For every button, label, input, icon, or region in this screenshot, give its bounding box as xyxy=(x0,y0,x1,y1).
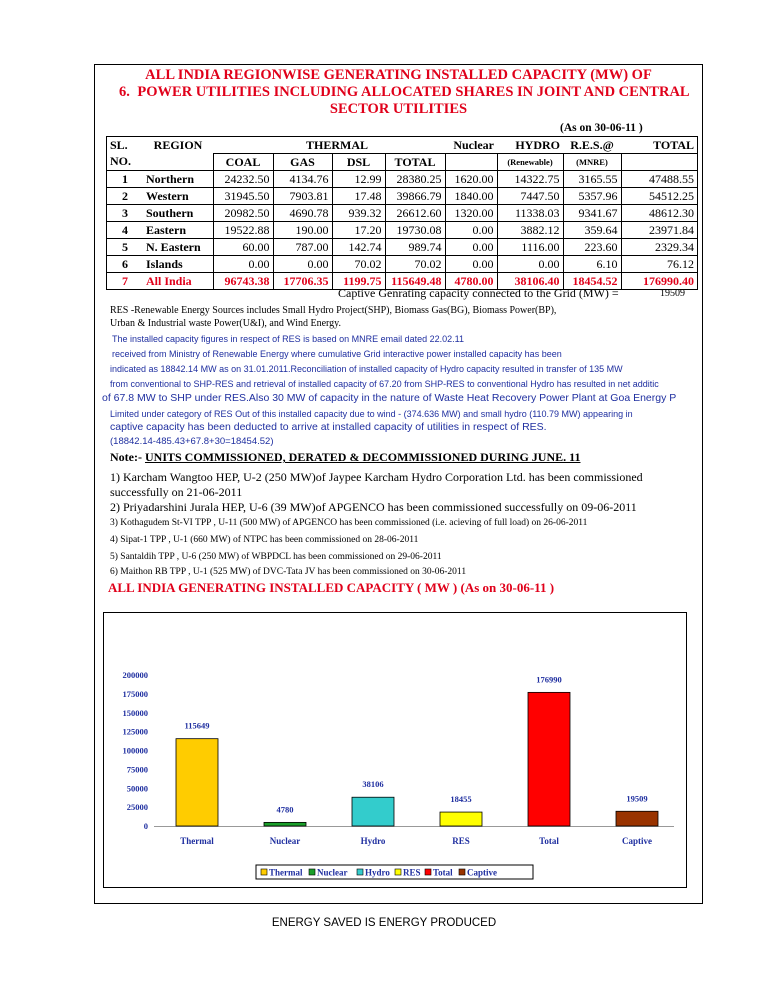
row-dsl: 17.48 xyxy=(332,188,385,205)
header-total: TOTAL xyxy=(621,137,698,154)
table-row xyxy=(107,171,698,188)
commissioned-5: 5) Santaldih TPP , U-6 (250 MW) of WBPDCL has been commissioned on 29-06-2011 xyxy=(110,552,442,562)
bar-captive xyxy=(616,811,658,826)
row-sl: 5 xyxy=(107,239,144,256)
row-region: Northern xyxy=(143,171,213,188)
row-coal: 31945.50 xyxy=(213,188,273,205)
commissioned-4: 4) Sipat-1 TPP , U-1 (660 MW) of NTPC has been commissioned on 28-06-2011 xyxy=(110,535,419,545)
bar-thermal xyxy=(176,739,218,826)
row-ttotal: 39866.79 xyxy=(385,188,445,205)
row-sl: 3 xyxy=(107,205,144,222)
row-gas: 787.00 xyxy=(273,239,332,256)
row-sl: 4 xyxy=(107,222,144,239)
legend-swatch xyxy=(459,869,465,875)
header-thermal-total: TOTAL xyxy=(385,154,445,171)
header-dsl: DSL xyxy=(332,154,385,171)
x-tick-label: Total xyxy=(539,836,559,846)
legend-swatch xyxy=(357,869,363,875)
x-tick-label: RES xyxy=(452,836,470,846)
y-tick-label: 0 xyxy=(143,821,148,831)
table-row xyxy=(107,222,698,239)
row-total: 23971.84 xyxy=(621,222,698,239)
row-coal: 19522.88 xyxy=(213,222,273,239)
row-nuclear: 0.00 xyxy=(445,222,497,239)
row-total: 48612.30 xyxy=(621,205,698,222)
page-title xyxy=(94,67,703,118)
row-res: 6.10 xyxy=(563,256,621,273)
header-region: REGION xyxy=(143,137,213,154)
data-label: 38106 xyxy=(362,779,384,790)
chart-heading: ALL INDIA GENERATING INSTALLED CAPACITY ( MW ) (As on 30-06-11 ) xyxy=(108,580,555,595)
commissioned-2: 2) Priyadarshini Jurala HEP, U-6 (39 MW)of APGENCO has been commissioned successfully on 09-06-2011 xyxy=(110,500,637,514)
row-res: 9341.67 xyxy=(563,205,621,222)
row-region: N. Eastern xyxy=(143,239,213,256)
footer-slogan: ENERGY SAVED IS ENERGY PRODUCED xyxy=(271,917,497,929)
title-line-3: SECTOR UTILITIES xyxy=(329,101,468,117)
data-label: 176990 xyxy=(536,674,562,685)
y-tick-label: 100000 xyxy=(122,745,148,756)
row-ttotal: 19730.08 xyxy=(385,222,445,239)
row-region: All India xyxy=(143,273,213,290)
blue-note-1: The installed capacity figures in respect of RES is based on MNRE email dated 22.02.11 xyxy=(112,334,465,344)
row-total: 2329.34 xyxy=(621,239,698,256)
row-nuclear: 4780.00 xyxy=(445,273,497,290)
units-note xyxy=(110,450,580,465)
row-region: Eastern xyxy=(143,222,213,239)
row-gas: 190.00 xyxy=(273,222,332,239)
captive-label: Captive Genrating capacity connected to the Grid (MW) = xyxy=(338,286,619,300)
row-gas: 17706.35 xyxy=(273,273,332,290)
y-tick-label: 75000 xyxy=(126,764,148,775)
blue-note-6: Limited under category of RES Out of this installed capacity due to wind - (374.636 MW) and small hydro (110.79 MW) appearing in xyxy=(110,409,633,419)
legend-swatch xyxy=(395,869,401,875)
row-ttotal: 989.74 xyxy=(385,239,445,256)
header-hydro: HYDRO xyxy=(497,137,563,154)
row-res: 359.64 xyxy=(563,222,621,239)
table-row xyxy=(107,188,698,205)
row-region: Islands xyxy=(143,256,213,273)
bar-nuclear xyxy=(264,822,306,826)
row-ttotal: 115649.48 xyxy=(385,273,445,290)
row-nuclear: 0.00 xyxy=(445,256,497,273)
table-row xyxy=(107,205,698,222)
blue-note-4: from conventional to SHP-RES and retrieval of installed capacity of 67.20 from SHP-RES to conventional Hydro has resulted in net additic xyxy=(110,379,659,389)
blue-note-7: captive capacity has been deducted to arrive at installed capacity of utilities in respect of RES. xyxy=(110,421,547,433)
y-tick-label: 200000 xyxy=(122,670,148,680)
commissioned-1b: successfully on 21-06-2011 xyxy=(110,485,243,499)
header-thermal: THERMAL xyxy=(273,137,385,154)
row-gas: 4690.78 xyxy=(273,205,332,222)
header-mnre: (MNRE) xyxy=(563,154,621,171)
y-tick-label: 50000 xyxy=(126,783,148,794)
data-label: 115649 xyxy=(184,720,210,731)
legend-swatch xyxy=(425,869,431,875)
capacity-table xyxy=(106,136,698,290)
res-note-line-2: Urban & Industrial waste Power(U&I), and Wind Energy. xyxy=(110,318,342,329)
row-sl: 7 xyxy=(107,273,144,290)
title-line-2: POWER UTILITIES INCLUDING ALLOCATED SHARES IN JOINT AND CENTRAL xyxy=(137,84,690,100)
row-ttotal: 26612.60 xyxy=(385,205,445,222)
row-hydro: 38106.40 xyxy=(497,273,563,290)
title-line-1: ALL INDIA REGIONWISE GENERATING INSTALLED CAPACITY (MW) OF xyxy=(145,67,652,83)
header-sl: SL. xyxy=(107,137,144,154)
commissioned-1a: 1) Karcham Wangtoo HEP, U-2 (250 MW)of Jaypee Karcham Hydro Corporation Ltd. has been commissioned xyxy=(110,470,643,484)
y-tick-label: 25000 xyxy=(126,802,148,813)
title-number: 6. xyxy=(119,84,130,100)
legend-label: Total xyxy=(433,867,453,878)
header-renewable: (Renewable) xyxy=(497,154,563,171)
row-nuclear: 1320.00 xyxy=(445,205,497,222)
row-region: Southern xyxy=(143,205,213,222)
row-nuclear: 1620.00 xyxy=(445,171,497,188)
blue-note-3: indicated as 18842.14 MW as on 31.01.2011.Reconciliation of installed capacity of Hydro capacity resulted in transfer of 135 MW xyxy=(110,364,623,374)
legend-swatch xyxy=(261,869,267,875)
y-tick-label: 175000 xyxy=(122,688,148,699)
commissioned-3: 3) Kothagudem St-VI TPP , U-11 (500 MW) of APGENCO has been commissioned (i.e. acieving of full load) on 26-06-2011 xyxy=(110,518,588,528)
row-coal: 60.00 xyxy=(213,239,273,256)
header-coal: COAL xyxy=(213,154,273,171)
row-dsl: 70.02 xyxy=(332,256,385,273)
row-sl: 1 xyxy=(107,171,144,188)
table-row xyxy=(107,256,698,273)
row-coal: 0.00 xyxy=(213,256,273,273)
legend-label: Thermal xyxy=(269,867,303,878)
row-res: 18454.52 xyxy=(563,273,621,290)
row-res: 5357.96 xyxy=(563,188,621,205)
bar-res xyxy=(440,812,482,826)
units-note-prefix: Note:- xyxy=(110,450,145,464)
x-tick-label: Hydro xyxy=(360,836,386,846)
legend-label: Nuclear xyxy=(317,867,348,878)
header-gas: GAS xyxy=(273,154,332,171)
row-hydro: 1116.00 xyxy=(497,239,563,256)
x-tick-label: Thermal xyxy=(180,836,214,846)
commissioned-6: 6) Maithon RB TPP , U-1 (525 MW) of DVC-Tata JV has been commissioned on 30-06-2011 xyxy=(110,567,467,577)
legend-label: RES xyxy=(403,867,421,878)
row-ttotal: 70.02 xyxy=(385,256,445,273)
row-total: 47488.55 xyxy=(621,171,698,188)
legend-label: Hydro xyxy=(365,867,390,878)
units-note-heading: UNITS COMMISSIONED, DERATED & DECOMMISSIONED DURING JUNE. 11 xyxy=(144,450,581,464)
legend-label: Captive xyxy=(467,867,497,878)
row-res: 223.60 xyxy=(563,239,621,256)
blue-note-5: of 67.8 MW to SHP under RES.Also 30 MW of capacity in the nature of Waste Heat Recovery Power Plant at Goa Energy P xyxy=(102,392,677,404)
row-hydro: 7447.50 xyxy=(497,188,563,205)
data-label: 4780 xyxy=(276,804,294,815)
row-sl: 2 xyxy=(107,188,144,205)
row-dsl: 17.20 xyxy=(332,222,385,239)
row-nuclear: 0.00 xyxy=(445,239,497,256)
header-no: NO. xyxy=(107,154,144,171)
data-label: 18455 xyxy=(450,794,472,805)
blue-note-8: (18842.14-485.43+67.8+30=18454.52) xyxy=(110,436,274,447)
header-res: R.E.S.@ xyxy=(563,137,621,154)
data-label: 19509 xyxy=(626,793,648,804)
y-tick-label: 125000 xyxy=(122,726,148,737)
row-ttotal: 28380.25 xyxy=(385,171,445,188)
header-nuclear: Nuclear xyxy=(445,137,497,154)
x-tick-label: Nuclear xyxy=(269,836,301,846)
row-gas: 7903.81 xyxy=(273,188,332,205)
row-hydro: 14322.75 xyxy=(497,171,563,188)
x-tick-label: Captive xyxy=(622,836,652,846)
capacity-chart xyxy=(103,612,687,888)
row-total: 76.12 xyxy=(621,256,698,273)
row-coal: 96743.38 xyxy=(213,273,273,290)
y-tick-label: 150000 xyxy=(122,707,148,718)
row-dsl: 939.32 xyxy=(332,205,385,222)
row-nuclear: 1840.00 xyxy=(445,188,497,205)
row-coal: 24232.50 xyxy=(213,171,273,188)
as-on-date: (As on 30-06-11 ) xyxy=(560,122,643,134)
row-dsl: 12.99 xyxy=(332,171,385,188)
row-hydro: 11338.03 xyxy=(497,205,563,222)
row-coal: 20982.50 xyxy=(213,205,273,222)
captive-value: 19509 xyxy=(660,288,685,299)
row-total: 176990.40 xyxy=(621,273,698,290)
row-sl: 6 xyxy=(107,256,144,273)
bar-total xyxy=(528,692,570,826)
chart-svg xyxy=(104,613,686,887)
row-total: 54512.25 xyxy=(621,188,698,205)
res-note-line-1: RES -Renewable Energy Sources includes Small Hydro Project(SHP), Biomass Gas(BG), Biomass Power(BP), xyxy=(110,305,557,316)
table-row xyxy=(107,239,698,256)
row-res: 3165.55 xyxy=(563,171,621,188)
blue-note-2: received from Ministry of Renewable Energy where cumulative Grid interactive power installed capacity has been xyxy=(112,349,562,359)
row-dsl: 142.74 xyxy=(332,239,385,256)
row-hydro: 0.00 xyxy=(497,256,563,273)
row-hydro: 3882.12 xyxy=(497,222,563,239)
row-region: Western xyxy=(143,188,213,205)
row-gas: 4134.76 xyxy=(273,171,332,188)
bar-hydro xyxy=(352,797,394,826)
row-dsl: 1199.75 xyxy=(332,273,385,290)
row-gas: 0.00 xyxy=(273,256,332,273)
legend-swatch xyxy=(309,869,315,875)
